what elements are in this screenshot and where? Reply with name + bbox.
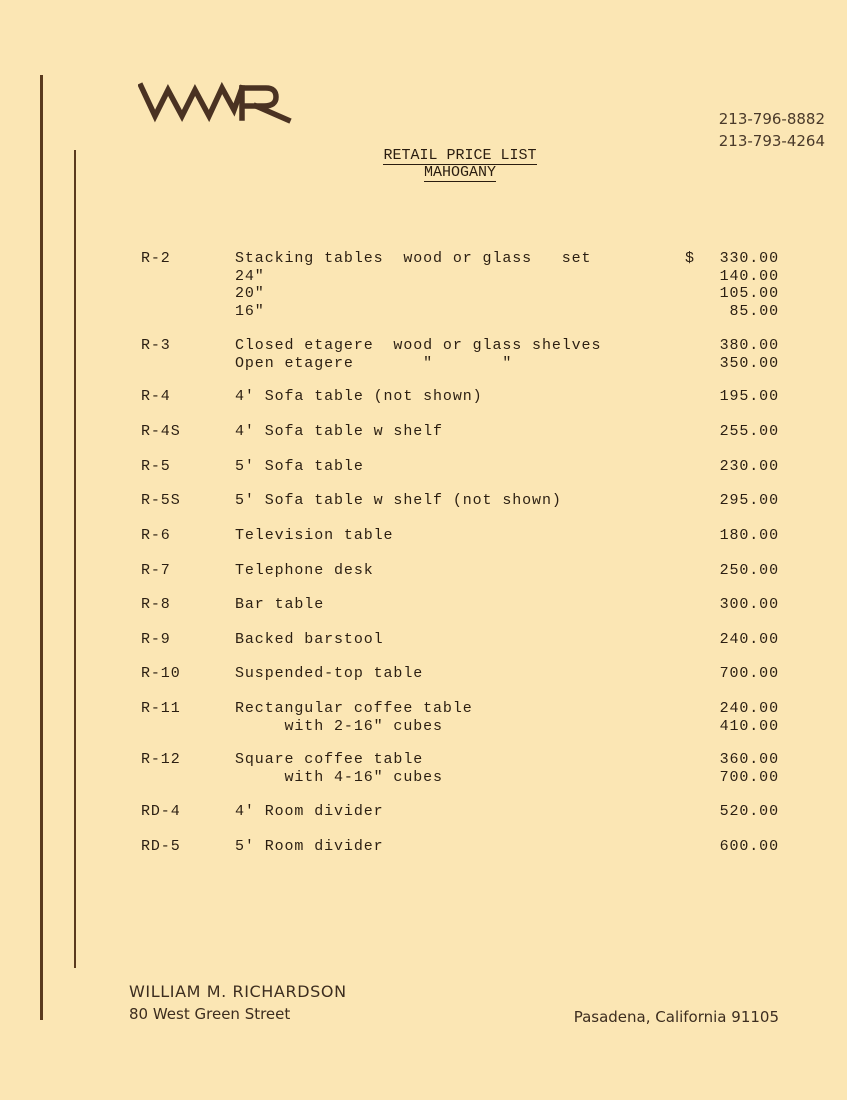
item-prices (720, 562, 779, 580)
item-code: R-4S (141, 423, 181, 440)
inner-margin-rule (74, 150, 76, 968)
item-code: R-5 (141, 458, 171, 475)
price-value: 700.00 (719, 768, 779, 786)
item-description (235, 423, 443, 441)
description-line: Open etagere " " (235, 354, 513, 372)
item-description (235, 838, 384, 856)
price-value: 410.00 (719, 717, 779, 735)
price-value: 240.00 (719, 700, 779, 717)
price-value: 180.00 (719, 527, 779, 544)
item-prices (720, 838, 779, 856)
price-value: 350.00 (719, 354, 779, 372)
currency-symbol: $ (685, 250, 695, 267)
item-code: R-11 (141, 700, 181, 717)
item-prices (720, 665, 779, 683)
price-value: 255.00 (719, 423, 779, 440)
item-prices (720, 492, 779, 510)
item-description (235, 665, 423, 683)
phone-number-1: 213-796-8882 (718, 110, 825, 128)
item-description (235, 596, 324, 614)
description-line: 5' Room divider (235, 838, 384, 855)
item-description (235, 751, 443, 786)
item-prices (720, 803, 779, 821)
price-value: 140.00 (719, 267, 779, 285)
item-description (235, 388, 483, 406)
price-value: 295.00 (719, 492, 779, 509)
price-value: 360.00 (719, 751, 779, 768)
description-line: 4' Sofa table (not shown) (235, 388, 483, 405)
item-code: R-4 (141, 388, 171, 405)
price-value: 520.00 (719, 803, 779, 820)
item-prices (720, 337, 779, 372)
item-description (235, 700, 473, 735)
item-code: R-6 (141, 527, 171, 544)
document-title (300, 147, 620, 181)
company-name: WILLIAM M. RICHARDSON (129, 982, 347, 1001)
price-value: 380.00 (719, 337, 779, 354)
item-prices (720, 751, 779, 786)
item-description (235, 458, 364, 476)
item-code: R-8 (141, 596, 171, 613)
item-prices (720, 596, 779, 614)
phone-number-2: 213-793-4264 (718, 132, 825, 150)
item-prices (720, 700, 779, 735)
item-prices (720, 423, 779, 441)
description-line: 16" (235, 302, 265, 320)
description-line: Backed barstool (235, 631, 384, 648)
description-line: 5' Sofa table w shelf (not shown) (235, 492, 562, 509)
price-value: 600.00 (719, 838, 779, 855)
title-line-2: MAHOGANY (423, 164, 496, 181)
price-value: 300.00 (719, 596, 779, 613)
price-value: 700.00 (719, 665, 779, 682)
item-code: R-7 (141, 562, 171, 579)
price-value: 330.00 (719, 250, 779, 267)
item-code: RD-5 (141, 838, 181, 855)
item-code: RD-4 (141, 803, 181, 820)
price-value: 250.00 (719, 562, 779, 579)
price-value: 105.00 (719, 285, 779, 302)
price-value: 230.00 (719, 458, 779, 475)
description-line: Bar table (235, 596, 325, 613)
city-address: Pasadena, California 91105 (573, 1008, 779, 1026)
description-line: Suspended-top table (235, 665, 424, 682)
description-line: Rectangular coffee table (235, 700, 473, 717)
title-line-1: RETAIL PRICE LIST (383, 147, 537, 164)
description-line: Stacking tables wood or glass set (235, 250, 592, 267)
item-code: R-2 (141, 250, 171, 267)
price-value: 240.00 (719, 631, 779, 648)
phone-numbers (719, 108, 825, 152)
street-address: 80 West Green Street (129, 1005, 291, 1023)
left-margin-rule (40, 75, 43, 1020)
description-line: Telephone desk (235, 562, 374, 579)
description-line: 4' Sofa table w shelf (235, 423, 443, 440)
item-description (235, 631, 384, 649)
description-line: 24" (235, 267, 265, 285)
wmr-logo (138, 80, 293, 126)
item-prices (720, 388, 779, 406)
item-prices (720, 250, 779, 320)
item-description (235, 527, 393, 545)
description-line: Closed etagere wood or glass shelves (235, 337, 602, 354)
description-line: with 4-16" cubes (235, 768, 443, 786)
item-description (235, 803, 384, 821)
price-value: 85.00 (729, 302, 779, 320)
description-line: 4' Room divider (235, 803, 384, 820)
description-line: Television table (235, 527, 394, 544)
item-description (235, 562, 374, 580)
item-code: R-5S (141, 492, 181, 509)
item-description (235, 250, 591, 320)
description-line: 20" (235, 285, 265, 302)
item-code: R-10 (141, 665, 181, 682)
item-prices (720, 527, 779, 545)
description-line: 5' Sofa table (235, 458, 364, 475)
item-code: R-9 (141, 631, 171, 648)
item-description (235, 492, 562, 510)
price-value: 195.00 (719, 388, 779, 405)
description-line: with 2-16" cubes (235, 717, 443, 735)
item-description (235, 337, 601, 372)
item-code: R-3 (141, 337, 171, 354)
item-prices (720, 631, 779, 649)
item-prices (720, 458, 779, 476)
item-code: R-12 (141, 751, 181, 768)
description-line: Square coffee table (235, 751, 424, 768)
